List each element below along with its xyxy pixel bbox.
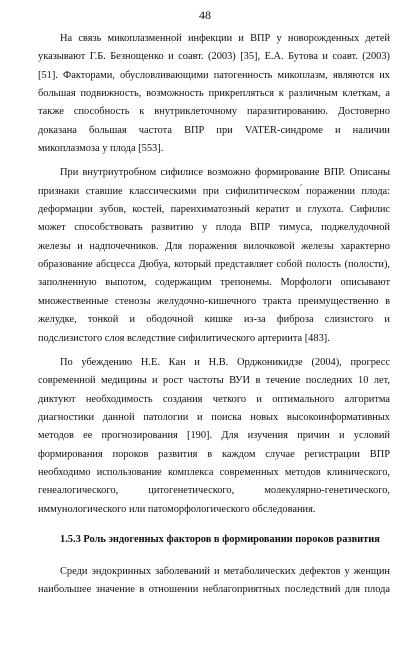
text-line: может способствовать развитию у плода ВПР тимуса, поджелудочной — [38, 222, 390, 234]
text-line: генеалогического, цитогенетического, молекулярно-генетического, — [38, 485, 390, 497]
text-line: По убеждению Н.Е. Кан и Н.В. Орджоникидзе (2004), прогресс — [60, 356, 390, 368]
heading-gap — [38, 549, 390, 563]
text-line: диктуют необходимость создания четкого и оптимального алгоритма — [38, 393, 390, 405]
text-line: желудке, тонкой и ободочной кишке из-за фиброза слизистого и — [38, 314, 390, 326]
text-line: формирования пороков развития в каждом случае регистрации ВПР — [38, 448, 390, 460]
text-line: микоплазмоза у плода [553]. — [38, 143, 164, 155]
paragraph-mycoplasma — [38, 30, 390, 158]
text-line: указывают Г.Б. Безнощенко и соавт. (2003) [35], Е.А. Бутова и соавт. (2003) — [38, 51, 390, 63]
page-number: 48 — [199, 8, 211, 22]
section-heading: 1.5.3 Роль эндогенных факторов в формировании пороков развития — [60, 533, 380, 545]
text-line: подслизистого слоя вследствие сифилитического артериита [483]. — [38, 332, 330, 344]
text-line: необходимо использование комплекса современных методов клинического, — [38, 466, 390, 478]
text-line: признаки ставшие классическими при сифилитическом ́поражении плода: — [38, 185, 390, 197]
text-line: множественные стенозы желудочно-кишечного тракта преимущественно в — [38, 295, 390, 307]
text-line: диагностики данной патологии и поиска новых высокоинформативных — [38, 411, 390, 423]
text-line: также способность к внутриклеточному паразитированию. Достоверно — [38, 106, 390, 118]
text-line: Среди эндокринных заболеваний и метаболических дефектов у женщин — [60, 565, 390, 577]
text-line: современной медицины и рост частоты ВУИ в течение последних 10 лет, — [38, 375, 390, 387]
body-text — [38, 30, 390, 600]
text-line: [51]. Факторами, обусловливающими патогенность микоплазм, являются их — [38, 69, 390, 81]
text-line: наибольшее значение в отношении неблагоприятных последствий для плода — [38, 584, 390, 596]
heading-gap — [38, 519, 390, 531]
text-line: При внутриутробном сифилисе возможно формирование ВПР. Описаны — [60, 167, 390, 179]
text-line: На связь микоплазменной инфекции и ВПР у новорожденных детей — [60, 33, 390, 44]
text-line: доказана большая частота ВПР при VATER-синдроме и наличии — [38, 124, 390, 136]
paragraph-endocrine — [38, 563, 390, 600]
text-line: большая подвижность, возможность прикрепляться к различным клеткам, а — [38, 88, 390, 100]
text-line: методов ее прогнозирования [190]. Для изучения причин и условий — [38, 430, 390, 442]
text-line: заполненную выпотом, содержащим трепонемы. Морфологи описывают — [38, 277, 390, 289]
paragraph-syphilis — [38, 164, 390, 347]
paragraph-diagnostics — [38, 354, 390, 519]
text-line: железы и надпочечников. Для поражения вилочковой железы характерно — [38, 240, 390, 252]
text-line: деформации зубов, костей, паренхиматозный кератит и глухота. Сифилис — [38, 204, 390, 216]
text-line: образование абсцесса Дюбуа, который представляет собой полость (полости), — [38, 259, 390, 271]
text-line: иммунологического или патоморфологического обследования. — [38, 503, 316, 515]
